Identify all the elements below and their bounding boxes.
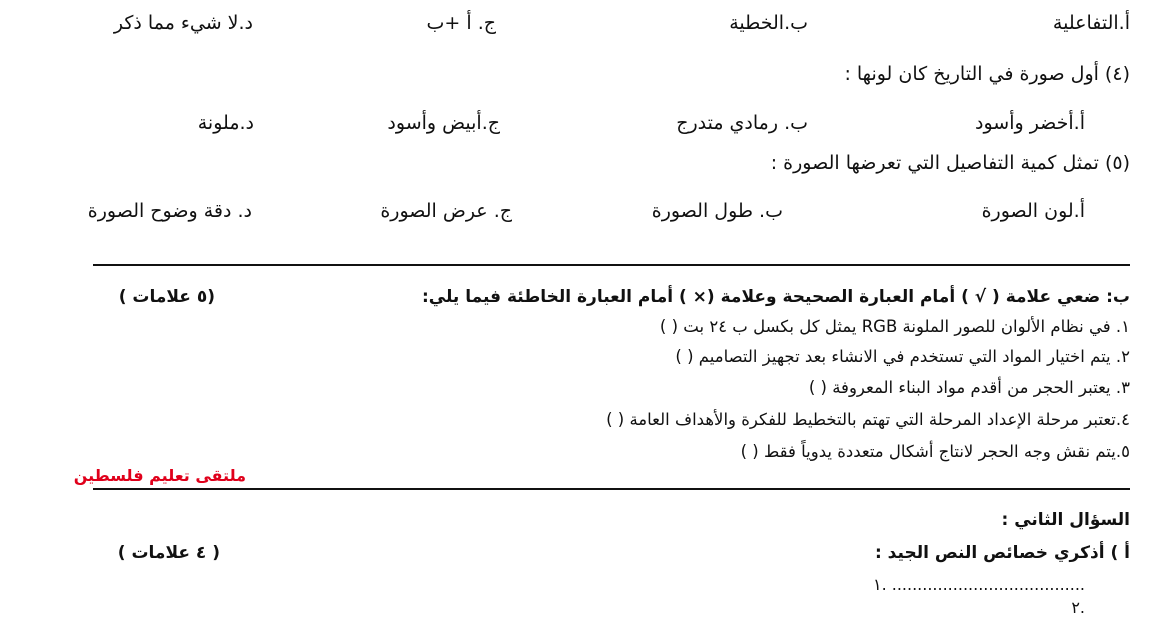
q5-option-d: د. دقة وضوح الصورة [87,200,252,222]
part-b-item-2: ٢. يتم اختيار المواد التي تستخدم في الانشاء بعد تجهيز التصاميم ( ) [675,347,1130,366]
q5-option-c: ج. عرض الصورة [380,200,512,222]
question-2-marks: ( ٤ علامات ) [117,543,220,563]
part-b-item-5: ٥.يتم نقش وجه الحجر لانتاج أشكال متعددة يدوياً فقط ( ) [740,442,1130,461]
q3-option-c: ج. أ +ب [426,12,496,34]
q4-question: (٤) أول صورة في التاريخ كان لونها : [844,63,1130,85]
q3-option-a: أ.التفاعلية [1052,12,1130,34]
part-b-title: ب: ضعي علامة ( √ ) أمام العبارة الصحيحة وعلامة (× ) أمام العبارة الخاطئة فيما يلي: [421,287,1130,307]
q3-option-d: د.لا شيء مما ذكر [113,12,253,34]
part-b-item-4: ٤.تعتبر مرحلة الإعداد المرحلة التي تهتم بالتخطيط للفكرة والأهداف العامة ( ) [606,410,1130,429]
brand-text: ملتقى تعليم فلسطين [73,466,246,485]
q4-option-d: د.ملونة [197,112,254,134]
q4-option-b: ب. رمادي متدرج [676,112,808,134]
answer-line-2: ٢. [1071,598,1085,617]
question-2-part-a: أ ) أذكري خصائص النص الجيد : [874,543,1130,563]
q3-option-b: ب.الخطية [729,12,808,34]
section-divider-top [93,264,1130,266]
question-2-title: السؤال الثاني : [1001,510,1130,530]
q5-question: (٥) تمثل كمية التفاصيل التي تعرضها الصورة : [770,152,1130,174]
q5-option-b: ب. طول الصورة [651,200,783,222]
q4-option-a: أ.أخضر وأسود [975,112,1085,134]
part-b-marks: (٥ علامات ) [118,287,215,307]
q5-option-a: أ.لون الصورة [981,200,1085,222]
part-b-item-1: ١. في نظام الألوان للصور الملونة RGB يمثل كل بكسل ب ٢٤ بت ( ) [659,317,1130,336]
part-b-item-3: ٣. يعتبر الحجر من أقدم مواد البناء المعروفة ( ) [808,378,1130,397]
answer-line-1: ١. ...................................... [872,575,1085,594]
section-divider-bottom [93,488,1130,490]
q4-option-c: ج.أبيض وأسود [387,112,500,134]
